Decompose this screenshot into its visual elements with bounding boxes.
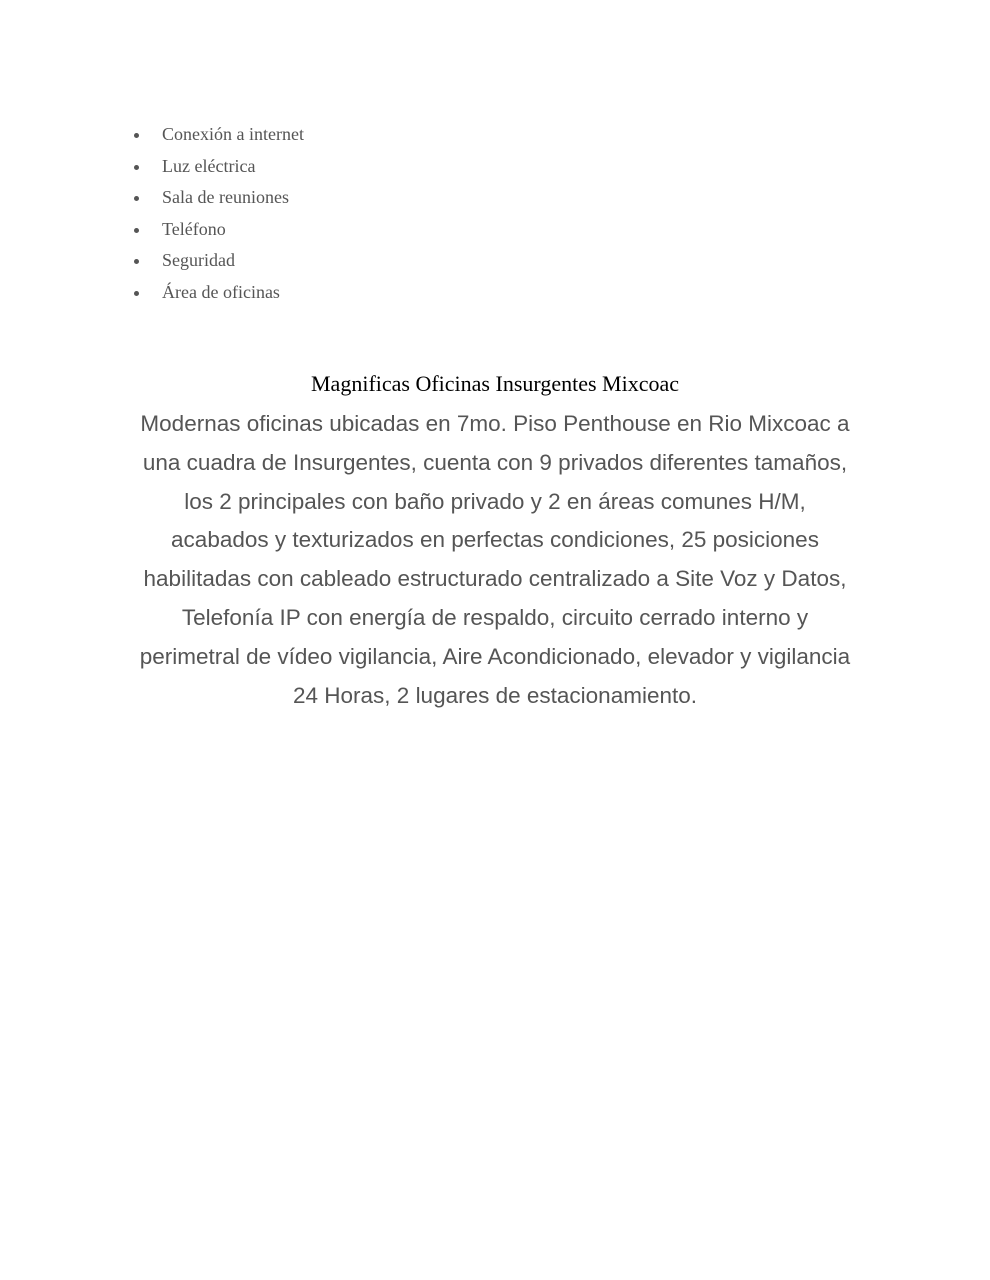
list-item-label: Área de oficinas [162,281,280,302]
bullet-icon [134,133,139,138]
list-item [130,245,304,277]
list-item-label: Sala de reuniones [162,187,289,208]
listing-description: Modernas oficinas ubicadas en 7mo. Piso Penthouse en Rio Mixcoac a una cuadra de Insurgentes, cuenta con 9 privados diferentes tamaños, los 2 principales con baño privado y 2 en áreas comunes H/M, acabados y texturizados en perfectas condiciones, 25 posiciones habilitadas con cableado estructurado centralizado a Site Voz y Datos, Telefonía IP con energía de respaldo, circuito cerrado interno y perimetral de vídeo vigilancia, Aire Acondicionado, elevador y vigilancia 24 Horas, 2 lugares de estacionamiento. [139,411,851,708]
bullet-icon [134,165,139,170]
list-item-label: Seguridad [162,250,235,271]
bullet-icon [134,259,139,264]
bullet-icon [134,291,139,296]
list-item [130,182,304,214]
list-item [130,214,304,246]
list-item-label: Teléfono [162,218,226,239]
list-item [130,119,304,151]
bullet-icon [134,228,139,233]
features-list [130,119,304,309]
list-item-label: Luz eléctrica [162,155,256,176]
list-item-label: Conexión a internet [162,124,304,144]
list-item [130,277,304,309]
bullet-icon [134,196,139,201]
listing-title: Magnificas Oficinas Insurgentes Mixcoac [311,371,679,396]
list-item [130,151,304,183]
